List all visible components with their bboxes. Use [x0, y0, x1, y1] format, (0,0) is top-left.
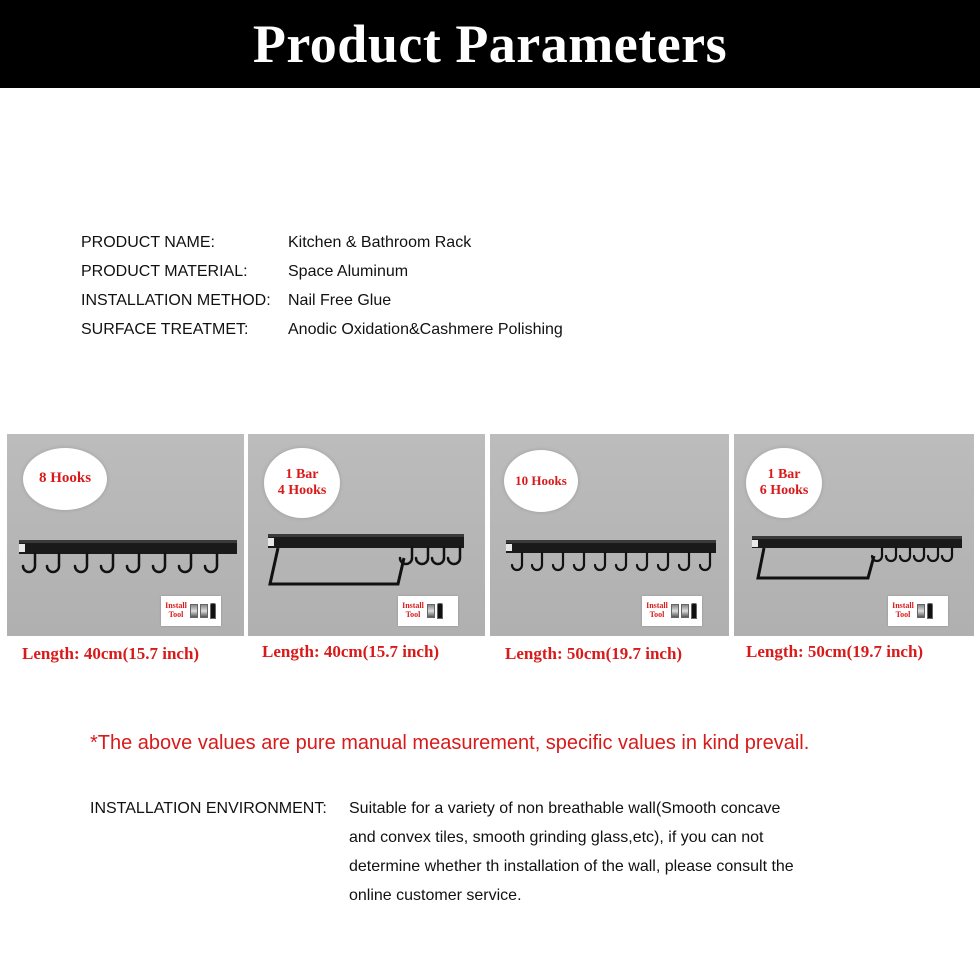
tool-icon: [190, 604, 198, 618]
tool-icon: [200, 604, 208, 618]
spec-label: INSTALLATION METHOD:: [81, 291, 271, 309]
install-label-line: Install: [646, 601, 668, 611]
install-tool-label: [891, 602, 915, 620]
spec-row: [81, 228, 681, 257]
variant-length: Length: 50cm(19.7 inch): [505, 644, 683, 663]
install-label-line: Tool: [405, 610, 421, 619]
install-tool-label: [401, 602, 425, 620]
spec-value: Nail Free Glue: [288, 291, 392, 309]
spec-label: PRODUCT NAME:: [81, 233, 215, 251]
title-banner: [0, 0, 980, 88]
variant-gallery: [0, 434, 980, 636]
spec-label: PRODUCT MATERIAL:: [81, 262, 248, 280]
badge-line: 4 Hooks: [277, 483, 327, 498]
measurement-notice: *The above values are pure manual measurement, specific values in kind prevail.: [90, 732, 810, 754]
install-label-line: Install: [165, 601, 187, 611]
environment-line: Suitable for a variety of non breathable wall(Smooth concave: [349, 800, 781, 817]
install-label-line: Install: [892, 601, 914, 611]
environment-line: determine whether th installation of the wall, please consult the: [349, 858, 794, 875]
variant-panel-1-bar-4-hooks: [248, 434, 485, 636]
variant-length: Length: 50cm(19.7 inch): [746, 642, 924, 661]
spec-label: SURFACE TREATMET:: [81, 320, 249, 338]
variant-panel-8-hooks: [7, 434, 244, 636]
environment-line: online customer service.: [349, 887, 522, 904]
install-tool-inset: [398, 596, 458, 626]
install-tool-inset: [161, 596, 221, 626]
tool-icon: [681, 604, 689, 618]
spec-value: Kitchen & Bathroom Rack: [288, 233, 472, 251]
install-label-line: Tool: [649, 610, 665, 619]
environment-description: [349, 794, 849, 910]
install-label-line: Tool: [895, 610, 911, 619]
spec-row: [81, 257, 681, 286]
tool-icon: [917, 604, 925, 618]
page-title: Product Parameters: [252, 14, 728, 74]
install-tool-label: [164, 602, 188, 620]
variant-length: Length: 40cm(15.7 inch): [22, 644, 200, 663]
tool-icon: [437, 603, 443, 619]
install-tool-inset: [888, 596, 948, 626]
tool-icon: [691, 603, 697, 619]
tool-icon: [671, 604, 679, 618]
install-label-line: Install: [402, 601, 424, 611]
spec-value: Space Aluminum: [288, 262, 409, 280]
variant-panel-10-hooks: [490, 434, 729, 636]
install-tool-label: [645, 602, 669, 620]
tool-icon: [427, 604, 435, 618]
install-tool-inset: [642, 596, 702, 626]
badge-line: 1 Bar: [285, 466, 319, 482]
environment-label: INSTALLATION ENVIRONMENT:: [90, 800, 327, 817]
variant-panel-1-bar-6-hooks: [734, 434, 974, 636]
spec-row: [81, 286, 681, 315]
tool-icon: [927, 603, 933, 619]
badge-line: 8 Hooks: [38, 470, 92, 487]
badge-line: 10 Hooks: [515, 472, 567, 488]
spec-row: [81, 315, 681, 344]
variant-length: Length: 40cm(15.7 inch): [262, 642, 440, 661]
spec-value: Anodic Oxidation&Cashmere Polishing: [288, 320, 563, 338]
badge-line: 6 Hooks: [759, 483, 809, 498]
badge-line: 1 Bar: [767, 466, 801, 482]
install-label-line: Tool: [168, 610, 184, 619]
spec-table: [81, 228, 681, 344]
tool-icon: [210, 603, 216, 619]
environment-line: and convex tiles, smooth grinding glass,etc), if you can not: [349, 829, 764, 846]
